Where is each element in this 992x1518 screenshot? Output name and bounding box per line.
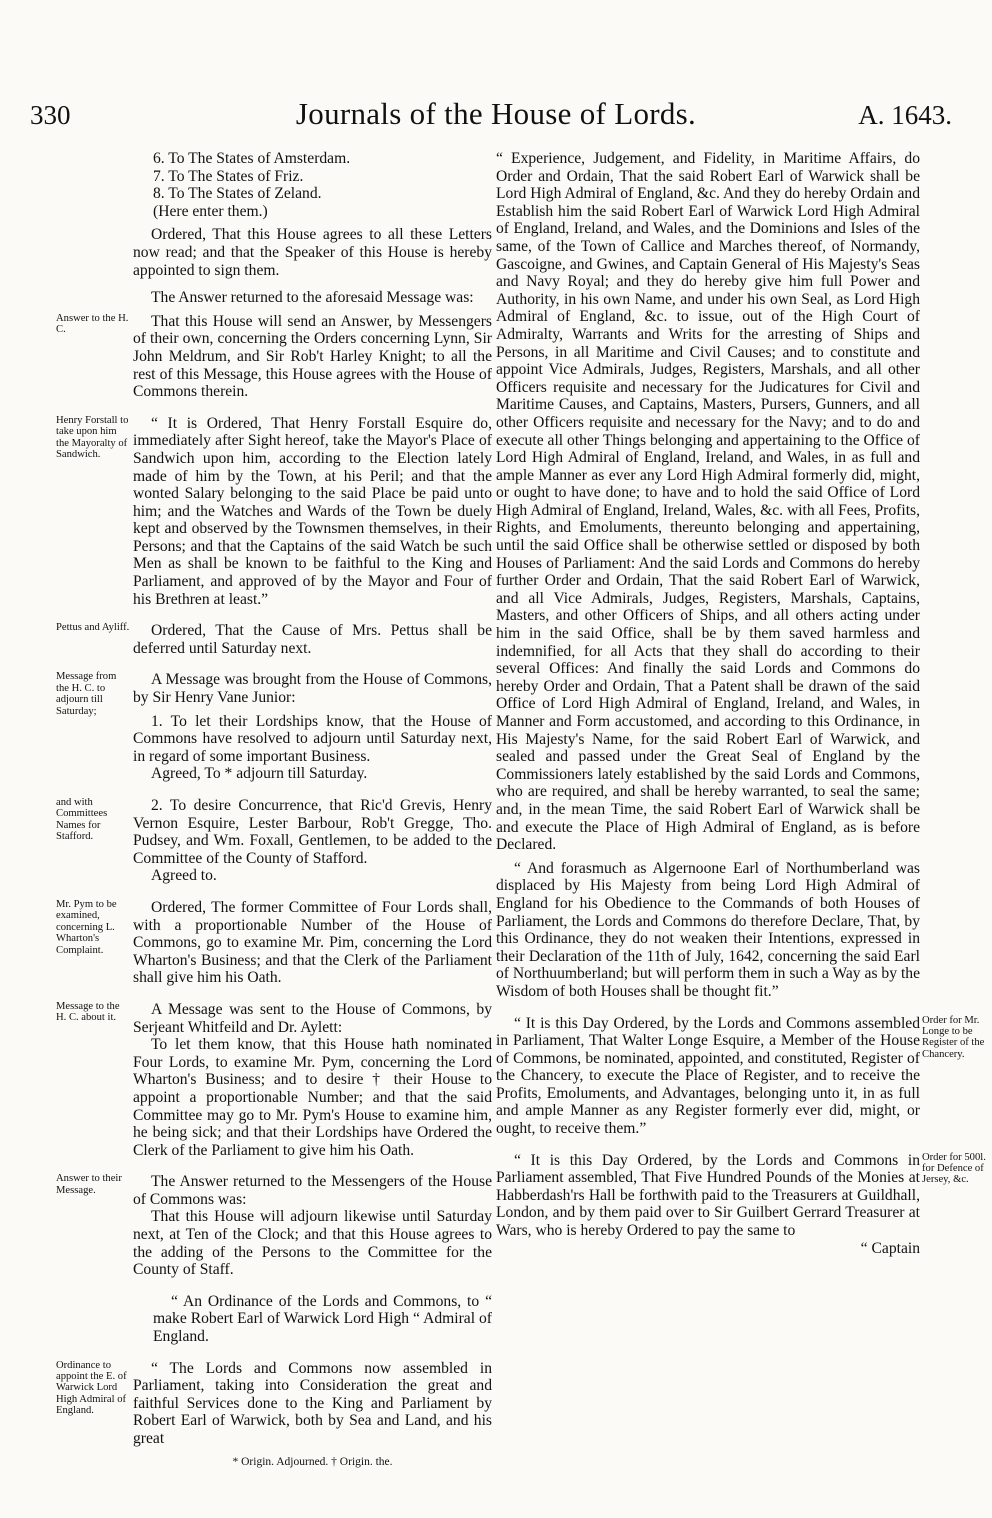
answer-text: That this House will send an Answer, by Messengers of their own, concerning the Orders concerning Lynn, Sir John Meldrum, and Sir Rob't Harley Knight; to all the rest of this Message, this House agrees with the House of Commons therein.: [133, 312, 492, 401]
forstall-entry: [56, 415, 492, 609]
footnote: * Origin. Adjourned. † Origin. the.: [232, 1455, 393, 1468]
order-letters-paragraph: Ordered, That this House agrees to all these Letters now read; and that the Speaker of this House is hereby appointed to sign them.: [133, 226, 492, 279]
agreed-line: Agreed, To * adjourn till Saturday.: [151, 765, 368, 783]
message-item: 1. To let their Lordships know, that the House of Commons have resolved to adjourn until Saturday next, in regard of some important Business.: [133, 712, 492, 765]
margin-note: Henry Forstall to take upon him the Mayoralty of Sandwich.: [56, 414, 129, 460]
margin-note: Answer to their Message.: [56, 1173, 122, 1196]
letter-list-item: 8. To The States of Zeland.: [153, 185, 322, 203]
margin-note: Mr. Pym to be examined, concerning L. Wharton's Complaint.: [56, 898, 117, 956]
ordinance-start: “ The Lords and Commons now assembled in Parliament, taking into Consideration the great and faithful Services done to the King and Parliament by Robert Earl of Warwick, both by Sea and Land, and his great: [133, 1359, 492, 1447]
committee-entry: [56, 797, 492, 885]
northumberland-paragraph: “ And forasmuch as Algernoone Earl of Northumberland was displaced by His Majesty from being Lord High Admiral of England for his Obedience to the Commands of both Houses of Parliament, the Lords and Commons do therefore Declare, That, by this Ordinance, they do not weaken their Intentions, expressed in their Declaration of the 11th of July, 1642, concerning the said Earl of Northuumberland; but will perform them in such a Way as by the Wisdom of both Houses shall be thought fit.”: [496, 859, 920, 1000]
right-column: [496, 150, 986, 1257]
margin-note: Message to the H. C. about it.: [56, 1000, 120, 1024]
agreed-line: Agreed to.: [151, 867, 217, 885]
ordinance-continued: “ Experience, Judgement, and Fidelity, in Maritime Affairs, do Order and Ordain, That the said Robert Earl of Warwick shall be Lord High Admiral of England, &c. And they do hereby Ordain and Establish him the said Robert Earl of Warwick Lord High Admiral of England, Ireland, and Wales, and the Dominions and Isles of the same, of the Town of Callice and Marches thereof, of Normandy, Gascoigne, and Gwines, and Captain General of His Majesty's Seas and Navy Royal; and they do hereby give him full Power and Authority, in his own Name, and under his own Seal, as Lord High Admiral of England, &c. to issue, out of the High Court of Admiralty, Warrants and Writs for the arresting of Ships and Persons, in all Maritime and Civil Causes; and to constitute and appoint Vice Admirals, Judges, Registers, Marshals, and all other Officers requisite and necessary for the Judicatures for Civil and Maritime Causes, and Captains, Masters, Pursers, Gunners, and all other Officers requisite and necessary for the Navy; and to do and execute all other Things belonging and appertaining to the Office of Lord High Admiral of England, Ireland, and Wales, in as full and ample Manner as ever any Lord High Admiral formerly did, might, or ought to have done; to have and to hold the said Office of Lord High Admiral of England, Ireland, Wales, &c. with all Fees, Profits, Rights, and Emoluments, thereunto belonging and appertaining, until the said Office shall be otherwise settled or disposed by both Houses of Parliament: And the said Lords and Commons do hereby further Order and Ordain, That the said Robert Earl of Warwick, and all Vice Admirals, Judges, Registers, Marshals, Captains, Masters, and other Officers of Ships, and all others acting under him in the said Office, shall be by them saved harmless and indemnified, for all Acts that they shall do according to their several Offices: And finally the said Lords and Commons do hereby Order and Ordain, That a Patent shall be drawn of the said Office of Lord High Admiral of England, Ireland, and Wales, in Manner and Form accustomed, and according to this Ordinance, in His Majesty's Name, for the said Robert Earl of Warwick, and sealed and passed under the Great Seal of England by the Commissioners lately established by the said Lords and Commons, who are required, and shall be hereby warranted, to seal the same; and, in the mean Time, the said Robert Earl of Warwick shall be and execute the Place of High Admiral of England, as is before Declared.: [496, 150, 920, 854]
commons-message-entry: [56, 671, 492, 783]
answer-to-message-entry: [56, 1173, 492, 1279]
jersey-entry: [496, 1151, 986, 1240]
pym-order: Ordered, The former Committee of Four Lords shall, with a proportionable Number of the House of Commons, go to examine Mr. Pim, concerning the Lord Wharton's Business; and that the Clerk of the Parliament shall give him his Oath.: [133, 898, 492, 987]
pym-entry: [56, 899, 492, 987]
message-body: To let them know, that this House hath nominated Four Lords, to examine Mr. Pym, concerning the Lord Wharton's Business; and to desire † their House to appoint a proportionable Number; and that the said Committee may go to Mr. Pym's House to examine him, he being sick; and that their Lordships have Ordered the Clerk of the Parliament to give him his Oath.: [133, 1036, 492, 1159]
margin-note: and with Committees Names for Stafford.: [56, 797, 108, 843]
margin-note: Message from the H. C. to adjourn till Saturday;: [56, 671, 117, 717]
committee-text: 2. To desire Concurrence, that Ric'd Grevis, Henry Vernon Esquire, Lester Barbour, Rob't Gregge, Tho. Pudsey, and Wm. Foxall, Gentlemen, to be added to the Committee of the County of Stafford.: [133, 797, 492, 867]
letter-list-item: (Here enter them.): [153, 202, 268, 220]
message-intro: A Message was sent to the House of Commons, by Serjeant Whitfeild and Dr. Aylett:: [133, 1000, 492, 1036]
message-intro: A Message was brought from the House of Commons, by Sir Henry Vane Junior:: [133, 671, 492, 707]
answer-intro: The Answer returned to the Messengers of the House of Commons was:: [133, 1173, 492, 1208]
margin-note: Ordinance to appoint the E. of Warwick Lord High Admiral of England.: [56, 1359, 127, 1417]
pettus-entry: [56, 622, 492, 657]
ordinance-title: “ An Ordinance of the Lords and Commons, to “ make Robert Earl of Warwick Lord High “ Admiral of England.: [153, 1292, 492, 1346]
answer-intro: The Answer returned to the aforesaid Message was:: [151, 289, 474, 307]
longe-entry: [496, 1014, 985, 1138]
answer-body: That this House will adjourn likewise until Saturday next, at Ten of the Clock; and that this House agrees to the adding of the Persons to the Committee for the County of Staff.: [133, 1208, 492, 1279]
margin-note: Order for Mr. Longe to be Register of the Chancery.: [922, 1014, 985, 1060]
letter-list-item: 6. To The States of Amsterdam.: [153, 150, 351, 167]
left-column: [56, 150, 492, 1471]
journal-title: Journals of the House of Lords.: [295, 96, 697, 131]
letter-list-item: 7. To The States of Friz.: [153, 167, 304, 185]
catchword: “ Captain: [860, 1239, 920, 1257]
pettus-order: Ordered, That the Cause of Mrs. Pettus shall be deferred until Saturday next.: [133, 622, 492, 657]
page-number: 330: [30, 100, 71, 130]
ordinance-entry: [56, 1360, 492, 1448]
margin-note: Answer to the H. C.: [56, 312, 129, 336]
message-to-commons-entry: [56, 1001, 492, 1159]
forstall-order: “ It is Ordered, That Henry Forstall Esquire do, immediately after Sight hereof, take the Mayor's Place of Sandwich upon him, according to the Election lately made of him by the Town, at his Peril; and that the wonted Salary belonging to the said Place be paid unto him; and the Watches and Wards of the Town be duely kept and observed by the Townsmen themselves, in their Persons; and that the Captains of the said Watch be such Men as shall be known to be faithful to the King and Parliament, and approved of by the Mayor and Four of his Brethren at least.”: [133, 414, 492, 608]
answer-entry: [56, 313, 492, 401]
longe-order: “ It is this Day Ordered, by the Lords and Commons assembled in Parliament, That Walter Longe Esquire, a Member of the House of Commons, be nominated, appointed, and constituted, Register of the Chancery, to execute the Place of Register, and to receive the Profits, Emoluments, and Advantages, belonging unto it, in as full and ample Manner as any Register formerly ever did, might, or ought, to receive them.”: [496, 1014, 920, 1138]
page-header: [0, 96, 992, 136]
margin-note: Order for 500l. for Defence of Jersey, &c.: [922, 1151, 986, 1186]
year-label: A. 1643.: [858, 100, 952, 130]
jersey-order: “ It is this Day Ordered, by the Lords and Commons in Parliament assembled, That Five Hundred Pounds of the Monies at Habberdash'rs Hall be forthwith paid to the Treasurers at Guildhall, London, and by them paid over to Sir Guilbert Gerrard Treasurer at Wars, who is hereby Ordered to pay the same to: [496, 1151, 920, 1240]
margin-note: Pettus and Ayliff.: [56, 622, 130, 634]
